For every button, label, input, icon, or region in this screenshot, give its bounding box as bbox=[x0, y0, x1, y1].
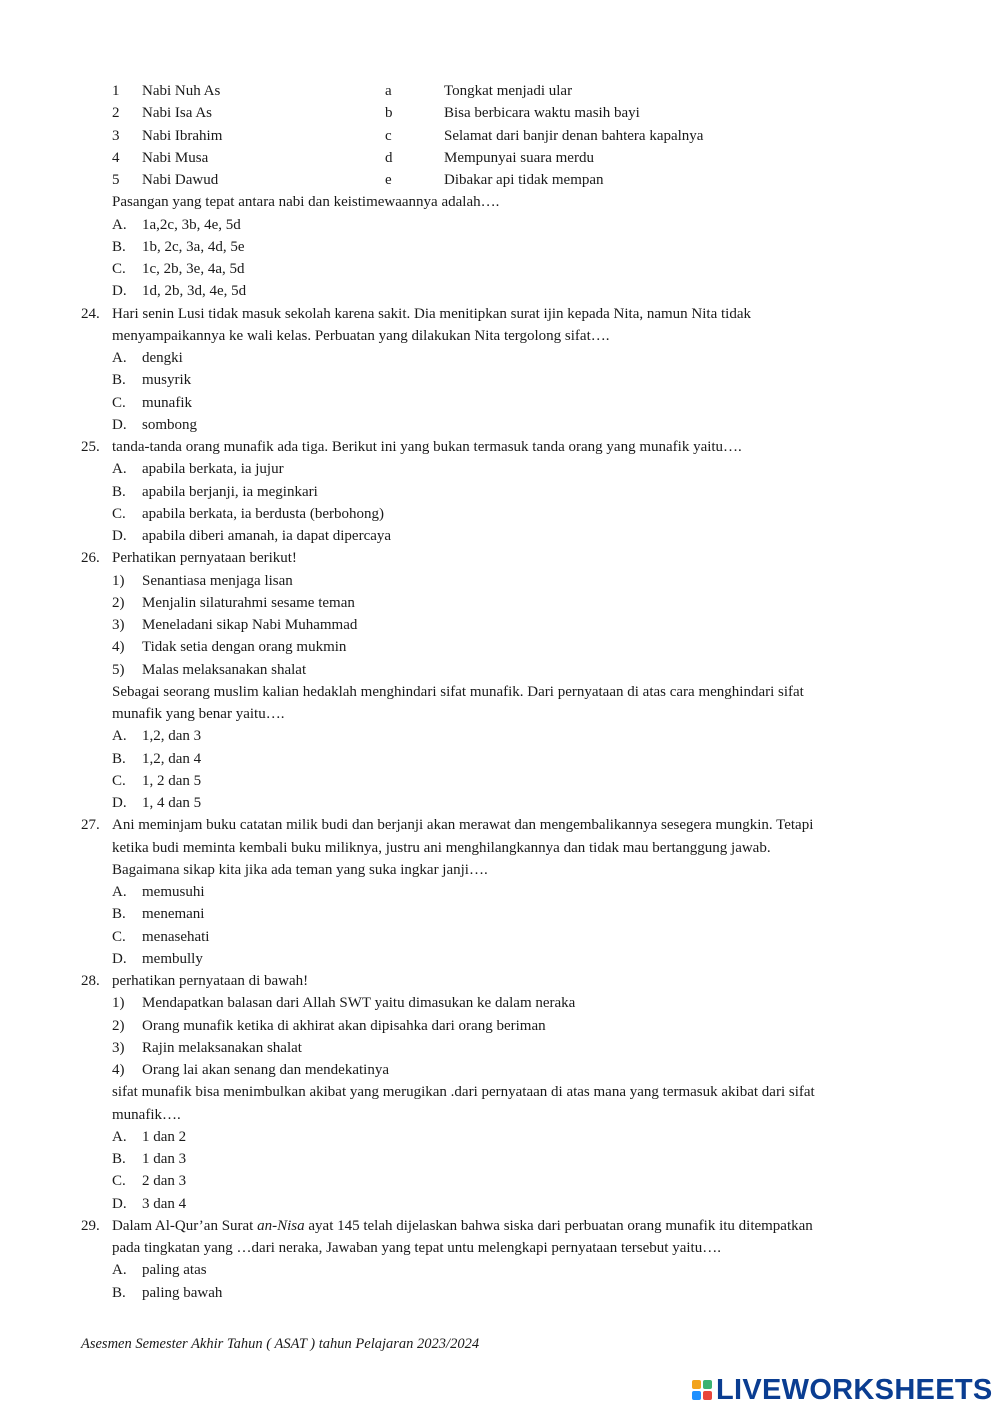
option-letter: A. bbox=[112, 350, 127, 366]
option-letter: B. bbox=[112, 238, 126, 255]
matching-row bbox=[0, 125, 1000, 147]
option-text: 1c, 2b, 3e, 4a, 5d bbox=[142, 261, 245, 277]
statement-item bbox=[0, 592, 1000, 614]
statement-item bbox=[0, 1015, 1000, 1037]
matching-letter: c bbox=[385, 127, 392, 144]
question-number: 26. bbox=[81, 550, 100, 567]
question-number: 24. bbox=[81, 305, 100, 322]
question-27 bbox=[0, 814, 1000, 836]
question-text: Ani meminjam buku catatan milik budi dan berjanji akan merawat dan mengembalikannya sesegera mungkin. Tetapi bbox=[112, 817, 814, 834]
option-letter: D. bbox=[112, 283, 127, 300]
matching-row-number: 2 bbox=[112, 105, 120, 122]
logo-square bbox=[692, 1391, 701, 1400]
option-text: membully bbox=[142, 950, 203, 967]
question-text: tanda-tanda orang munafik ada tiga. Berikut ini yang bukan termasuk tanda orang yang munafik yaitu…. bbox=[112, 439, 742, 455]
option-letter: C. bbox=[112, 505, 126, 522]
answer-option[interactable] bbox=[0, 1170, 1000, 1192]
statement-item bbox=[0, 992, 1000, 1014]
matching-description: Dibakar api tidak mempan bbox=[444, 172, 604, 188]
option-text: 1, 2 dan 5 bbox=[142, 772, 202, 789]
matching-prophet: Nabi Nuh As bbox=[142, 83, 221, 99]
option-letter: B. bbox=[112, 1151, 126, 1167]
statement-item bbox=[0, 636, 1000, 658]
answer-option[interactable] bbox=[0, 1259, 1000, 1281]
answer-option[interactable] bbox=[0, 1126, 1000, 1148]
option-text: 1d, 2b, 3d, 4e, 5d bbox=[142, 283, 247, 300]
option-text: 1b, 2c, 3a, 4d, 5e bbox=[142, 238, 245, 255]
statement-text: Senantiasa menjaga lisan bbox=[142, 572, 293, 589]
question-text-line bbox=[0, 1104, 1000, 1126]
matching-row-number: 5 bbox=[112, 172, 120, 188]
statement-item bbox=[0, 659, 1000, 681]
question-text-line bbox=[0, 681, 1000, 703]
option-letter: D. bbox=[112, 528, 127, 544]
matching-letter: a bbox=[385, 83, 392, 99]
brand-name: LIVEWORKSHEETS bbox=[716, 1373, 993, 1406]
option-text: apabila berkata, ia jujur bbox=[142, 461, 284, 478]
question-26 bbox=[0, 547, 1000, 569]
statement-number: 2) bbox=[112, 1017, 125, 1034]
answer-option[interactable] bbox=[0, 503, 1000, 525]
question-text: perhatikan pernyataan di bawah! bbox=[112, 973, 309, 989]
option-text: musyrik bbox=[142, 372, 192, 389]
answer-option[interactable] bbox=[0, 948, 1000, 970]
matching-description: Selamat dari banjir denan bahtera kapalnya bbox=[444, 127, 704, 144]
option-letter: B. bbox=[112, 483, 126, 500]
answer-option[interactable] bbox=[0, 1282, 1000, 1304]
option-text: sombong bbox=[142, 416, 198, 433]
option-letter: A. bbox=[112, 884, 127, 900]
option-letter: A. bbox=[112, 1262, 127, 1279]
brand-watermark[interactable] bbox=[692, 1374, 993, 1406]
statement-item bbox=[0, 570, 1000, 592]
option-text: 1,2, dan 3 bbox=[142, 728, 202, 745]
statement-number: 5) bbox=[112, 661, 125, 678]
question-text: pada tingkatan yang …dari neraka, Jawaban yang tepat untu melengkapi pernyataan tersebut yaitu…. bbox=[112, 1240, 721, 1256]
statement-number: 2) bbox=[112, 594, 125, 611]
option-text: 3 dan 4 bbox=[142, 1195, 187, 1212]
option-letter: C. bbox=[112, 772, 126, 789]
answer-option[interactable] bbox=[0, 1148, 1000, 1170]
option-letter: C. bbox=[112, 1173, 126, 1190]
answer-option[interactable] bbox=[0, 214, 1000, 236]
question-text: Sebagai seorang muslim kalian hedaklah menghindari sifat munafik. Dari pernyataan di atas cara menghindari sifat bbox=[112, 683, 804, 700]
matching-row-number: 1 bbox=[112, 83, 120, 99]
option-text: paling atas bbox=[142, 1262, 207, 1279]
question-29 bbox=[0, 1215, 1000, 1237]
question-text: munafik…. bbox=[112, 1106, 181, 1123]
question-number: 27. bbox=[81, 817, 100, 834]
statement-item bbox=[0, 1037, 1000, 1059]
question-text: ketika budi meminta kembali buku miliknya, justru ani menghilangkannya dan tidak mau bertanggung jawab. bbox=[112, 839, 771, 856]
answer-option[interactable] bbox=[0, 369, 1000, 391]
option-letter: A. bbox=[112, 216, 127, 233]
matching-row bbox=[0, 169, 1000, 191]
question-text: munafik yang benar yaitu…. bbox=[112, 706, 285, 722]
option-letter: B. bbox=[112, 372, 126, 389]
option-text: 1a,2c, 3b, 4e, 5d bbox=[142, 216, 241, 233]
answer-option[interactable] bbox=[0, 236, 1000, 258]
question-text-line bbox=[0, 837, 1000, 859]
answer-option[interactable] bbox=[0, 258, 1000, 280]
question-24-continued bbox=[0, 325, 1000, 347]
option-text: memusuhi bbox=[142, 884, 205, 900]
statement-number: 3) bbox=[112, 1039, 125, 1056]
question-text-line bbox=[0, 1237, 1000, 1259]
answer-option[interactable] bbox=[0, 770, 1000, 792]
answer-option[interactable] bbox=[0, 881, 1000, 903]
option-letter: A. bbox=[112, 461, 127, 478]
question-text-line bbox=[0, 859, 1000, 881]
option-text: menemani bbox=[142, 906, 205, 923]
question-text: Hari senin Lusi tidak masuk sekolah karena sakit. Dia menitipkan surat ijin kepada Nita, namun Nita tidak bbox=[112, 305, 752, 322]
option-letter: C. bbox=[112, 261, 126, 277]
option-letter: D. bbox=[112, 416, 127, 433]
matching-row-number: 4 bbox=[112, 149, 120, 166]
answer-option[interactable] bbox=[0, 481, 1000, 503]
matching-description: Bisa berbicara waktu masih bayi bbox=[444, 105, 640, 122]
question-text-part: Dalam Al-Qur’an Surat bbox=[112, 1217, 258, 1234]
statement-item bbox=[0, 1059, 1000, 1081]
answer-option[interactable] bbox=[0, 525, 1000, 547]
option-text: 2 dan 3 bbox=[142, 1173, 187, 1190]
option-text: 1,2, dan 4 bbox=[142, 750, 202, 767]
answer-option[interactable] bbox=[0, 903, 1000, 925]
question-text: menyampaikannya ke wali kelas. Perbuatan yang dilakukan Nita tergolong sifat…. bbox=[112, 327, 610, 344]
option-text: munafik bbox=[142, 394, 192, 411]
question-number: 29. bbox=[81, 1217, 100, 1234]
matching-prophet: Nabi Dawud bbox=[142, 172, 219, 188]
statement-number: 1) bbox=[112, 995, 125, 1012]
question-text-line bbox=[0, 703, 1000, 725]
surah-name: an-Nisa bbox=[257, 1217, 305, 1234]
option-letter: D. bbox=[112, 795, 127, 811]
question-number: 25. bbox=[81, 439, 100, 455]
statement-text: Menjalin silaturahmi sesame teman bbox=[142, 594, 355, 611]
option-letter: C. bbox=[112, 394, 126, 411]
matching-prompt: Pasangan yang tepat antara nabi dan keistimewaannya adalah…. bbox=[112, 194, 500, 211]
logo-square bbox=[692, 1380, 701, 1389]
logo-square bbox=[703, 1380, 712, 1389]
question-25 bbox=[0, 436, 1000, 458]
answer-option[interactable] bbox=[0, 392, 1000, 414]
matching-row bbox=[0, 80, 1000, 102]
answer-option[interactable] bbox=[0, 1193, 1000, 1215]
statement-number: 3) bbox=[112, 617, 125, 633]
question-text bbox=[112, 1215, 813, 1237]
question-text: Perhatikan pernyataan berikut! bbox=[112, 550, 297, 567]
option-letter: D. bbox=[112, 950, 127, 967]
option-text: menasehati bbox=[142, 928, 210, 945]
option-letter: C. bbox=[112, 928, 126, 945]
question-text: Bagaimana sikap kita jika ada teman yang suka ingkar janji…. bbox=[112, 861, 488, 878]
matching-prophet: Nabi Isa As bbox=[142, 105, 212, 122]
statement-number: 4) bbox=[112, 1062, 125, 1078]
logo-square bbox=[703, 1391, 712, 1400]
matching-description: Tongkat menjadi ular bbox=[444, 83, 573, 99]
statement-text: Orang lai akan senang dan mendekatinya bbox=[142, 1062, 389, 1078]
question-number: 28. bbox=[81, 973, 100, 989]
question-text-part: ayat 145 telah dijelaskan bahwa siska dari perbuatan orang munafik itu ditempatkan bbox=[304, 1217, 813, 1234]
matching-row bbox=[0, 147, 1000, 169]
option-letter: B. bbox=[112, 1284, 126, 1301]
matching-letter: e bbox=[385, 172, 392, 188]
question-28 bbox=[0, 970, 1000, 992]
answer-option[interactable] bbox=[0, 347, 1000, 369]
matching-prophet: Nabi Musa bbox=[142, 149, 209, 166]
matching-row-number: 3 bbox=[112, 127, 120, 144]
option-text: apabila berjanji, ia meginkari bbox=[142, 483, 318, 500]
answer-option[interactable] bbox=[0, 792, 1000, 814]
question-24 bbox=[0, 303, 1000, 325]
statement-text: Malas melaksanakan shalat bbox=[142, 661, 307, 678]
option-text: dengki bbox=[142, 350, 183, 366]
liveworksheets-logo-icon bbox=[692, 1380, 712, 1400]
option-text: 1 dan 2 bbox=[142, 1128, 187, 1145]
statement-text: Orang munafik ketika di akhirat akan dipisahka dari orang beriman bbox=[142, 1017, 546, 1034]
statement-number: 1) bbox=[112, 572, 125, 589]
answer-option[interactable] bbox=[0, 414, 1000, 436]
option-letter: B. bbox=[112, 750, 126, 767]
answer-option[interactable] bbox=[0, 280, 1000, 302]
option-text: paling bawah bbox=[142, 1284, 223, 1301]
question-text bbox=[0, 191, 1000, 213]
option-letter: A. bbox=[112, 728, 127, 745]
option-letter: B. bbox=[112, 906, 126, 923]
answer-option[interactable] bbox=[0, 725, 1000, 747]
option-text: apabila berkata, ia berdusta (berbohong) bbox=[142, 505, 384, 522]
matching-prophet: Nabi Ibrahim bbox=[142, 127, 223, 144]
statement-number: 4) bbox=[112, 639, 125, 656]
answer-option[interactable] bbox=[0, 458, 1000, 480]
option-letter: A. bbox=[112, 1128, 127, 1145]
option-text: apabila diberi amanah, ia dapat dipercaya bbox=[142, 528, 392, 544]
page-footer: Asesmen Semester Akhir Tahun ( ASAT ) tahun Pelajaran 2023/2024 bbox=[81, 1336, 480, 1352]
answer-option[interactable] bbox=[0, 926, 1000, 948]
question-text-line bbox=[0, 1081, 1000, 1103]
question-text: sifat munafik bisa menimbulkan akibat yang merugikan .dari pernyataan di atas mana yang termasuk akibat dari sifat bbox=[112, 1084, 815, 1101]
worksheet-page bbox=[0, 80, 1000, 1304]
option-letter: D. bbox=[112, 1195, 127, 1212]
option-text: 1 dan 3 bbox=[142, 1151, 187, 1167]
answer-option[interactable] bbox=[0, 748, 1000, 770]
matching-row bbox=[0, 102, 1000, 124]
option-text: 1, 4 dan 5 bbox=[142, 795, 202, 811]
statement-text: Mendapatkan balasan dari Allah SWT yaitu dimasukan ke dalam neraka bbox=[142, 995, 576, 1012]
matching-letter: b bbox=[385, 105, 393, 122]
matching-description: Mempunyai suara merdu bbox=[444, 149, 594, 166]
matching-letter: d bbox=[385, 149, 393, 166]
statement-item bbox=[0, 614, 1000, 636]
statement-text: Meneladani sikap Nabi Muhammad bbox=[142, 617, 358, 633]
statement-text: Rajin melaksanakan shalat bbox=[142, 1039, 302, 1056]
statement-text: Tidak setia dengan orang mukmin bbox=[142, 639, 347, 656]
